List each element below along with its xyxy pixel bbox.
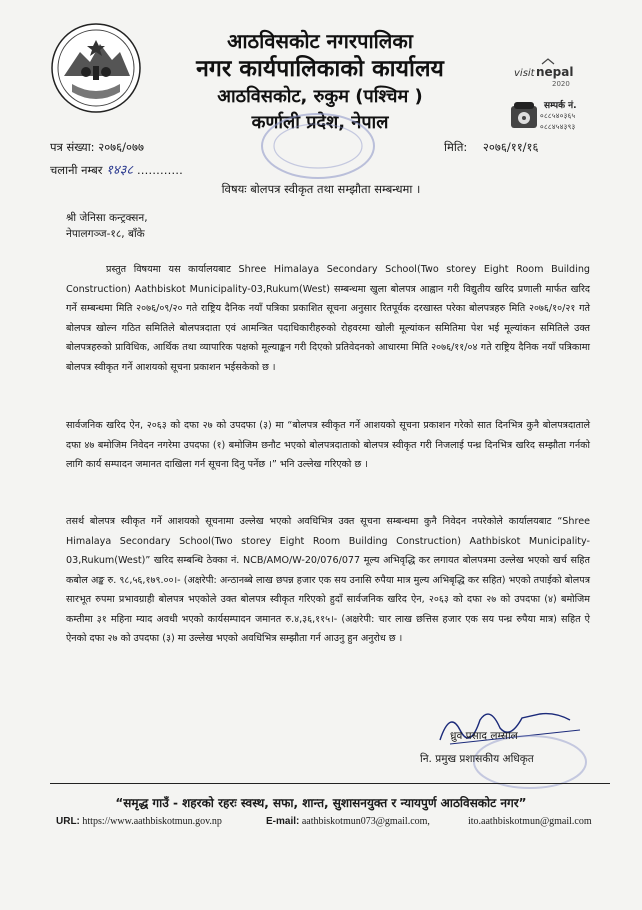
paragraph-1: प्रस्तुत विषयमा यस कार्यालयबाट Shree Himalaya Secondary School(Two storey Eight Room Building Construction) Aathbiskot Municipality-03,Rukum(West) सम्बन्धमा खुला बोलपत्र आह्वान गरी विद्युतीय खरिद प्रणाली मार्फत खरिद गर्ने सम्बन्धमा मिति २०७६/०९/२० गते राष्ट्रिय दैनिक नयाँ पत्रिका प्रकाशित सूचना अनुसार रितपूर्वक दरखास्त परेका बोलपत्रहरु मिति २०७६/१०/२१ गते बोलपत्र खोल्न गठित समितिले बोलपत्रदाता एवं आमन्त्रित पदाधिकारीहरुको रोहवरमा खोली मूल्यांकन समितिमा पेश भई मूल्यांकन समितिले उक्त बोलपत्रहरुको प्राविधिक, आर्थिक तथा व्यापारिक पक्षको मूल्याङ्कन गरी दिएको प्रतिवेदनको आधारमा मिति २०७६/११/०४ गते राष्ट्रिय दैनिक नयाँ पत्रिकामा बोलपत्र स्वीकृत गर्ने आशयको सूचना प्रकाशन भईसकेको छ । [66,264,590,373]
contact-box [510,98,610,138]
footer-divider [50,783,610,784]
footer-motto: “समृद्ध गाउँ - शहरको रहरः स्वस्थ, सफा, शान्त, सुशासनयुक्त र न्यायपुर्ण आठविसकोट नगर” [115,796,527,810]
letter-date [444,140,539,155]
paragraph-3: तसर्थ बोलपत्र स्वीकृत गर्ने आशयको सूचनामा उल्लेख भएको अवधिभित्र उक्त सूचना सम्बन्धमा कुनै निवेदन नपरेकोले कार्यालयबाट “Shree Himalaya Secondary School(Two storey Eight Room Building Construction) Aathbiskot Municipality-03,Rukum(West)” खरिद सम्बन्धि ठेक्का नं. NCB/AMO/W-20/076/077 मूल्य अभिवृद्धि कर लगायत बोलपत्रमा उल्लेख भएको खर्च सहित कबोल अङ्क रु. ९८,५६,१७९.००।- (अक्षरेपी: अन्ठानब्बे लाख छपन्न हजार एक सय उनासि रुपैया मात्र मुल्य अभिबृद्धि कर सहित) भएको तपाईको बोलपत्र सारभूत रुपमा प्रभावग्राही बोलपत्र भएकोले उक्त बोलपत्र स्वीकृत गरिएको हुदाँ सार्वजनिक खरिद ऐन, २०६३ को दफा २७ को उपदफा (४) बमोजिम कम्तीमा ३१ महिना म्याद अवधी भएको कार्यसम्पादन जमानत रु.४,३६,११५।- (अक्षरेपी: चार लाख छत्तिस हजार एक सय पन्ध्र रुपैया मात्र) सहित ऐ ऐनको दफा २७ को उपदफा (३) मा उल्लेख भएको अवधिभित्र सम्झौता गर्न आउनु हुन अनुरोध छ । [66,516,590,644]
url-label: URL: [56,816,80,827]
letter-number-label: पत्र संख्या: [50,140,95,154]
footer-url [56,816,222,827]
url-link[interactable]: https://www.aathbiskotmun.gov.np [82,816,222,827]
addressee-place: नेपालगञ्ज-१८, बाँके [66,228,145,240]
municipality-name: आठविसकोट नगरपालिका [227,29,413,53]
dispatch-number [50,160,183,178]
svg-text:visit: visit [514,68,535,79]
office-location: आठविसकोट, रुकुम (पश्चिम ) [217,86,423,107]
dispatch-number-value: १४३८ [106,163,134,178]
letter-date-label: मिति: [444,140,468,154]
dispatch-dots: ………… [136,163,183,177]
signatory-name: ध्रुव प्रसाद लम्साल [450,730,518,742]
phone-number-1: ०८८५४०३६५ [540,112,576,120]
letter-number [50,140,144,155]
email-link[interactable]: aathbiskotmun073@gmail.com, [301,816,430,827]
nepal-emblem-icon [50,22,142,114]
letter-date-value: २०७६/११/१६ [482,140,539,154]
letter-subject: विषयः बोलपत्र स्वीकृत तथा सम्झौता सम्बन्धमा । [221,182,421,196]
signatory-title: नि. प्रमुख प्रशासकीय अधिकृत [420,753,534,765]
province-country: कर्णाली प्रदेश, नेपाल [251,112,389,133]
telephone-icon [510,100,538,132]
addressee-name: श्री जेनिसा कन्ट्रक्सन, [66,212,148,224]
office-name: नगर कार्यपालिकाको कार्यालय [196,56,444,82]
visit-nepal-logo [512,58,582,90]
visit-nepal-icon [512,58,582,90]
email2-link[interactable]: ito.aathbiskotmun@gmail.com [468,816,592,827]
contact-label: सम्पर्क नं. [544,101,577,111]
footer-email-2 [468,816,592,827]
dispatch-number-label: चलानी नम्बर [50,163,103,177]
letter-number-value: २०७६/०७७ [98,140,144,154]
svg-text:nepal: nepal [536,65,574,79]
footer-email [266,816,430,827]
addressee [66,210,148,242]
svg-text:2020: 2020 [552,80,570,88]
office-stamp-icon [258,110,378,182]
paragraph-2: सार्वजनिक खरिद ऐन, २०६३ को दफा २७ को उपदफा (३) मा “बोलपत्र स्वीकृत गर्ने आशयको सूचना प्रकाशन गरेको सात दिनभित्र कुनै बोलपत्रदाताले दफा ४७ बमोजिम निवेदन नगरेमा उपदफा (१) बमोजिम छनौट भएको बोलपत्रदाताको बोलपत्र स्वीकृत गरी निजलाई पन्ध्र दिनभित्र खरिद सम्झौता गर्नको लागि कार्य सम्पादन जमानत दाखिला गर्न सूचना दिनु पर्नेछ ।” भनि उल्लेख गरिएको छ । [66,420,590,470]
email-label: E-mail: [266,816,300,827]
phone-number-2: ०८८४५४३९३ [540,123,576,131]
